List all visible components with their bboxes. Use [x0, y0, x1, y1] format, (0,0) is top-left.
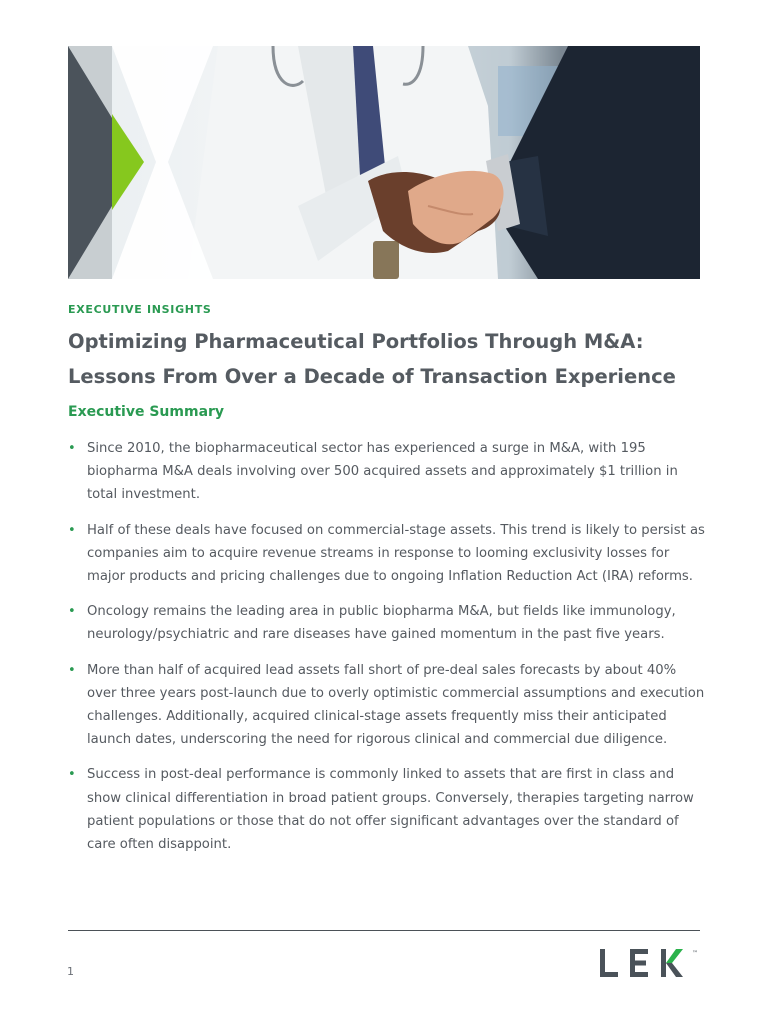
eyebrow-label: EXECUTIVE INSIGHTS: [68, 303, 212, 316]
bullet-text: Success in post-deal performance is commonly linked to assets that are first in class and show clinical differentiation in broad patient groups. Conversely, therapies targeting narrow patient populations or those that do not offer significant advantages over the standard of care often disappoint.: [87, 767, 694, 853]
footer-divider: [68, 930, 700, 931]
bullet-icon: •: [68, 767, 76, 783]
bullet-icon: •: [68, 522, 76, 538]
section-heading: Executive Summary: [68, 404, 225, 420]
bullet-text: Oncology remains the leading area in public biopharma M&A, but fields like immunology, neurology/psychiatric and rare diseases have gained momentum in the past five years.: [87, 604, 676, 643]
bullet-icon: •: [68, 604, 76, 620]
hero-image: [68, 46, 700, 279]
handshake-illustration: [68, 46, 700, 279]
bullet-icon: •: [68, 441, 76, 456]
bullet-text: Half of these deals have focused on commercial-stage assets. This trend is likely to persist as companies aim to acquire revenue streams in response to looming exclusivity losses for major products and pricing challenges due to ongoing Inflation Reduction Act (IRA) reforms.: [87, 522, 705, 585]
list-item: [68, 763, 708, 856]
list-item: [68, 659, 708, 752]
trademark-mark: ™: [692, 950, 698, 957]
bullet-icon: •: [68, 662, 76, 678]
list-item: [68, 519, 708, 589]
list-item: [68, 600, 708, 646]
page-number: 1: [67, 965, 74, 978]
bullet-text: Since 2010, the biopharmaceutical sector has experienced a surge in M&A, with 195 biopharma M&A deals involving over 500 acquired assets and approximately $1 trillion in total investment.: [87, 441, 678, 503]
page-title: Optimizing Pharmaceutical Portfolios Through M&A: Lessons From Over a Decade of Transaction Experience: [68, 330, 676, 388]
lek-logo: [598, 947, 702, 979]
bullet-text: More than half of acquired lead assets fall short of pre-deal sales forecasts by about 40% over three years post-launch due to overly optimistic commercial assumptions and execution challenges. Additionally, acquired clinical-stage assets frequently miss their anticipated launch dates, underscoring the need for rigorous clinical and commercial due diligence.: [87, 662, 705, 748]
summary-bullet-list: [68, 437, 708, 868]
list-item: [68, 437, 708, 507]
